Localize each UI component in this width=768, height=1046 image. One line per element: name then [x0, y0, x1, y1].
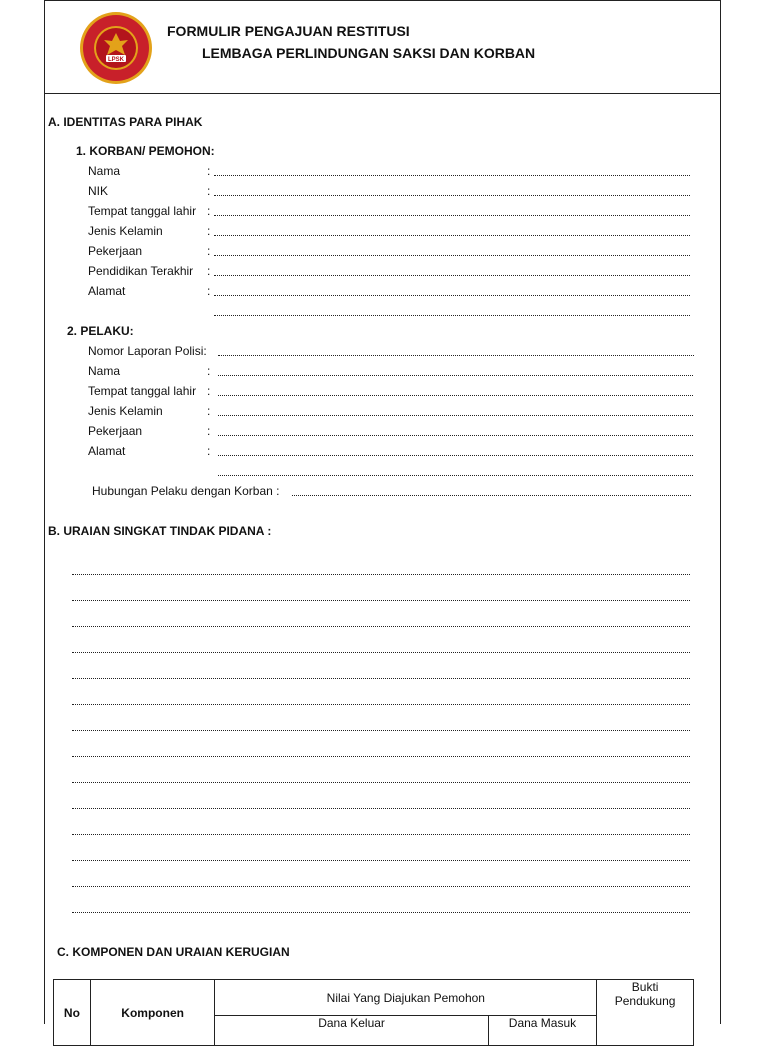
uraian-line[interactable] [72, 652, 690, 653]
table-header-dana-masuk: Dana Masuk [488, 1016, 596, 1046]
korban-label-jenis-kelamin: Jenis Kelamin [88, 224, 163, 238]
korban-label-ttl: Tempat tanggal lahir [88, 204, 197, 218]
korban-label-pendidikan: Pendidikan Terakhir [88, 264, 194, 278]
uraian-line[interactable] [72, 730, 690, 731]
korban-nama-field[interactable] [214, 175, 690, 176]
kerugian-table [53, 979, 694, 1046]
hubungan-field[interactable] [292, 495, 691, 496]
form-title-line2: LEMBAGA PERLINDUNGAN SAKSI DAN KORBAN [202, 45, 536, 61]
uraian-line[interactable] [72, 678, 690, 679]
uraian-line[interactable] [72, 574, 690, 575]
table-header-dana-keluar: Dana Keluar [215, 1016, 488, 1046]
korban-heading: 1. KORBAN/ PEMOHON: [76, 144, 215, 158]
pelaku-nama-field[interactable] [218, 375, 693, 376]
pelaku-alamat-field[interactable] [218, 455, 693, 456]
korban-label-nama: Nama [88, 164, 121, 178]
pelaku-label-jenis-kelamin: Jenis Kelamin [88, 404, 163, 418]
lpsk-logo [79, 11, 153, 85]
bukti-line2: Pendukung [614, 994, 676, 1008]
pelaku-pekerjaan-field[interactable] [218, 435, 693, 436]
korban-ttl-field[interactable] [214, 215, 690, 216]
uraian-line[interactable] [72, 886, 690, 887]
section-c-heading: C. KOMPONEN DAN URAIAN KERUGIAN [57, 945, 290, 959]
table-header-no: No [54, 980, 91, 1046]
uraian-line[interactable] [72, 756, 690, 757]
uraian-line[interactable] [72, 860, 690, 861]
korban-alamat-field-2[interactable] [214, 315, 690, 316]
pelaku-label-ttl: Tempat tanggal lahir [88, 384, 197, 398]
form-header [45, 1, 720, 94]
pelaku-laporan-field[interactable] [218, 355, 694, 356]
form-title-line1: FORMULIR PENGAJUAN RESTITUSI [167, 23, 410, 39]
korban-alamat-field[interactable] [214, 295, 690, 296]
korban-pekerjaan-field[interactable] [214, 255, 690, 256]
pelaku-label-nama: Nama [88, 364, 121, 378]
uraian-line[interactable] [72, 600, 690, 601]
section-b-heading: B. URAIAN SINGKAT TINDAK PIDANA : [48, 524, 272, 538]
bukti-line1: Bukti [631, 980, 659, 994]
uraian-line[interactable] [72, 912, 690, 913]
uraian-line[interactable] [72, 808, 690, 809]
pelaku-ttl-field[interactable] [218, 395, 693, 396]
korban-jenis-kelamin-field[interactable] [214, 235, 690, 236]
uraian-line[interactable] [72, 626, 690, 627]
pelaku-label-pekerjaan: Pekerjaan [88, 424, 143, 438]
pelaku-jenis-kelamin-field[interactable] [218, 415, 693, 416]
korban-nik-field[interactable] [214, 195, 690, 196]
table-header-komponen: Komponen [90, 980, 215, 1046]
section-a-heading: A. IDENTITAS PARA PIHAK [48, 115, 203, 129]
uraian-line[interactable] [72, 834, 690, 835]
table-header-bukti [597, 980, 694, 1046]
korban-label-nik: NIK [88, 184, 109, 198]
pelaku-label-alamat: Alamat [88, 444, 126, 458]
korban-label-alamat: Alamat [88, 284, 126, 298]
logo-center-text: LPSK [107, 57, 125, 63]
pelaku-heading: 2. PELAKU: [67, 324, 134, 338]
pelaku-label-laporan: Nomor Laporan Polisi: [88, 344, 207, 358]
korban-label-pekerjaan: Pekerjaan [88, 244, 143, 258]
table-header-nilai: Nilai Yang Diajukan Pemohon [215, 980, 597, 1016]
hubungan-label: Hubungan Pelaku dengan Korban : [92, 484, 280, 498]
uraian-line[interactable] [72, 782, 690, 783]
uraian-line[interactable] [72, 704, 690, 705]
pelaku-alamat-field-2[interactable] [218, 475, 693, 476]
korban-pendidikan-field[interactable] [214, 275, 690, 276]
